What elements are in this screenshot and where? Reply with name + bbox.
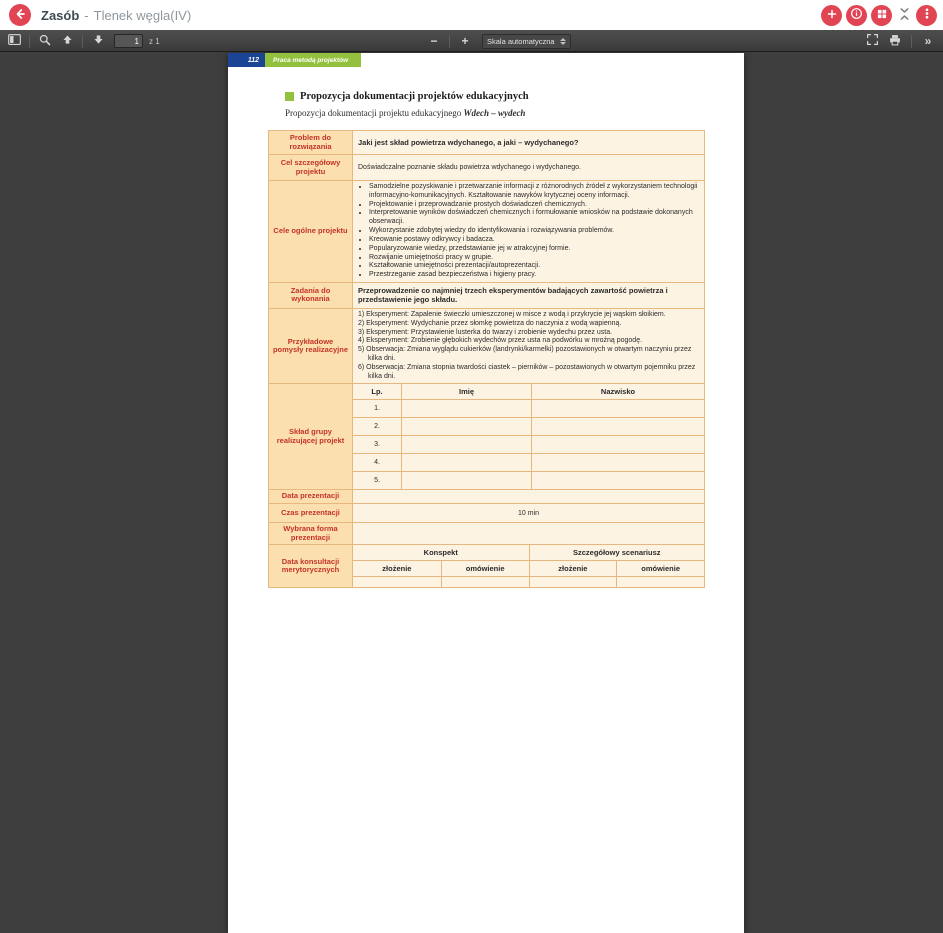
- consultations-subcol-discussion-1: omówienie: [441, 560, 529, 576]
- heading-square-icon: [285, 92, 294, 101]
- list-item: 3) Eksperyment: Przystawienie lusterka do twarzy i zrobienie wydechu przez usta.: [358, 328, 613, 336]
- list-item: • Popularyzowanie wiedzy, przedstawianie jej w atrakcyjnej formie.: [369, 245, 699, 254]
- table-row-presentation-time: [269, 504, 705, 523]
- toolbar-separator: [29, 35, 30, 48]
- team-row-lastname-cell: [531, 399, 704, 417]
- kebab-icon: [921, 7, 933, 23]
- plus-button[interactable]: [821, 5, 842, 26]
- team-row-number: 5.: [353, 471, 401, 489]
- toolbar-separator: [82, 35, 83, 48]
- team-row-number: 3.: [353, 435, 401, 453]
- info-icon: [850, 7, 863, 23]
- table-row-problem: [269, 131, 705, 155]
- scale-select[interactable]: [482, 34, 571, 49]
- document-heading: [285, 91, 529, 102]
- printer-icon: [888, 33, 902, 50]
- row-label-goal: Cel szczegółowy projektu: [269, 155, 353, 181]
- project-documentation-table: [268, 130, 705, 588]
- team-row-number: 1.: [353, 399, 401, 417]
- sidebar-toggle-button[interactable]: [4, 32, 24, 50]
- team-col-lp: Lp.: [371, 387, 383, 397]
- collapse-icon: [898, 7, 911, 24]
- select-arrows-icon: [560, 38, 566, 45]
- team-row-lastname-cell: [531, 471, 704, 489]
- list-item: • Kreowanie postawy odkrywcy i badacza.: [369, 236, 699, 245]
- info-button[interactable]: [846, 5, 867, 26]
- consultations-empty-cell: [529, 576, 617, 587]
- team-row-lastname-cell: [531, 417, 704, 435]
- resource-breadcrumb: [41, 0, 191, 30]
- pdf-page: [228, 53, 744, 933]
- list-item: 1) Eksperyment: Zapalenie świeczki umieszczonej w misce z wodą i przykrycie jej wąskim słoikiem.: [358, 310, 666, 318]
- list-item: • Rozwijanie umiejętności pracy w grupie.: [369, 254, 699, 263]
- row-label-presentation-date: Data prezentacji: [269, 490, 353, 504]
- list-item: 6) Obserwacja: Zmiana stopnia twardości ciastek – pierników – pozostawionych w otwartym pojemniku przez kilka dni.: [358, 363, 696, 380]
- toolbar-separator: [449, 35, 450, 48]
- row-label-consultations: Data konsultacji merytorycznych: [269, 545, 353, 588]
- row-label-team: Skład grupy realizującej projekt: [269, 384, 353, 490]
- team-row-lastname-cell: [531, 453, 704, 471]
- collapse-header-button[interactable]: [896, 5, 912, 26]
- team-row-firstname-cell: [401, 417, 531, 435]
- row-value-problem: Jaki jest skład powietrza wdychanego, a jaki – wydychanego?: [353, 131, 705, 155]
- consultations-subcol-submission-2: złożenie: [529, 560, 617, 576]
- table-row-goal: [269, 155, 705, 181]
- team-row-firstname-cell: [401, 453, 531, 471]
- row-value-tasks: Przeprowadzenie co najmniej trzech eksperymentów badających zawartość powietrza i przedstawienie jego składu.: [353, 282, 705, 308]
- row-value-team: [353, 384, 705, 490]
- row-value-general-goals: [353, 181, 705, 283]
- consultations-empty-cell: [441, 576, 529, 587]
- list-item: • Samodzielne pozyskiwanie i przetwarzanie informacji z różnorodnych źródeł z wykorzystaniem technologii informacyjno-komunikacyjnych. Kształtowanie nawyków krytycznej oceny informacji.: [369, 183, 699, 201]
- team-row-firstname-cell: [401, 471, 531, 489]
- general-goals-list: [358, 183, 699, 280]
- page-number-input[interactable]: [114, 34, 143, 48]
- team-row-lastname-cell: [531, 435, 704, 453]
- consultations-col-scenario: Szczegółowy scenariusz: [529, 545, 705, 560]
- row-value-presentation-date: [353, 490, 705, 504]
- row-value-consultations: [353, 545, 705, 588]
- row-label-presentation-form: Wybrana forma prezentacji: [269, 523, 353, 545]
- row-label-presentation-time: Czas prezentacji: [269, 504, 353, 523]
- list-item: • Projektowanie i przeprowadzanie prostych doświadczeń chemicznych.: [369, 201, 699, 210]
- minus-icon: −: [430, 34, 438, 48]
- row-label-problem: Problem do rozwiązania: [269, 131, 353, 155]
- fullscreen-icon: [866, 33, 879, 49]
- team-col-lastname: Nazwisko: [531, 384, 704, 399]
- team-col-firstname: Imię: [401, 384, 531, 399]
- grid-button[interactable]: [871, 5, 892, 26]
- next-page-button[interactable]: [88, 32, 108, 50]
- app-header: [0, 0, 943, 30]
- previous-page-button[interactable]: [57, 32, 77, 50]
- back-arrow-icon: [14, 8, 26, 23]
- page-number-tab: 112: [228, 53, 265, 67]
- resource-name: Tlenek węgla(IV): [93, 7, 192, 23]
- row-label-ideas: Przykładowe pomysły realizacyjne: [269, 308, 353, 384]
- arrow-up-icon: [61, 33, 74, 49]
- toolbar-zoom-group: [424, 30, 571, 52]
- list-item: • Przestrzeganie zasad bezpieczeństwa i higieny pracy.: [369, 271, 699, 280]
- more-tools-button[interactable]: [918, 32, 938, 50]
- sidebar-icon: [7, 32, 22, 50]
- team-row-number: 4.: [353, 453, 401, 471]
- resource-type-label: Zasób: [41, 7, 80, 23]
- plus-zoom-icon: +: [461, 34, 469, 48]
- presentation-mode-button[interactable]: [862, 32, 882, 50]
- page-header-tabs: [228, 53, 361, 67]
- consultations-subcol-submission-1: złożenie: [353, 560, 441, 576]
- list-item: • Wykorzystanie zdobytej wiedzy do identyfikowania i rozwiązywania problemów.: [369, 227, 699, 236]
- grid-icon: [876, 8, 888, 23]
- table-row-general-goals: [269, 181, 705, 283]
- team-row-number: 2.: [353, 417, 401, 435]
- consultations-table: [353, 545, 704, 587]
- page-count-label: z 1: [149, 36, 160, 46]
- consultations-col-outline: Konspekt: [423, 548, 458, 558]
- list-item: • Interpretowanie wyników doświadczeń chemicznych i formułowanie wniosków na podstawie dokonanych obserwacji.: [369, 209, 699, 227]
- consultations-empty-cell: [353, 576, 441, 587]
- consultations-subcol-discussion-2: omówienie: [616, 560, 704, 576]
- toolbar-left-group: [4, 30, 160, 52]
- plus-icon: [826, 8, 838, 23]
- subheading-prefix: Propozycja dokumentacji projektu edukacyjnego: [285, 108, 464, 118]
- ideas-list: [358, 311, 699, 382]
- table-row-presentation-date: [269, 490, 705, 504]
- heading-text: Propozycja dokumentacji projektów edukacyjnych: [300, 91, 529, 102]
- header-actions: [821, 4, 937, 26]
- subheading-project-title: Wdech – wydech: [463, 108, 526, 118]
- scale-select-value: Skala automatyczna: [487, 36, 555, 46]
- consultations-empty-cell: [616, 576, 704, 587]
- row-label-general-goals: Cele ogólne projektu: [269, 181, 353, 283]
- chapter-tab: Praca metodą projektów: [265, 53, 361, 67]
- chevrons-right-icon: »: [924, 34, 932, 48]
- table-row-team: [269, 384, 705, 490]
- list-item: • Kształtowanie umiejętności prezentacji/autoprezentacji.: [369, 262, 699, 271]
- zoom-in-button[interactable]: [455, 32, 475, 50]
- row-value-presentation-time: 10 min: [353, 504, 705, 523]
- print-button[interactable]: [885, 32, 905, 50]
- list-item: 5) Obserwacja: Zmiana wyglądu cukierków (landrynki/karmelki) pozostawionych w otwartym naczyniu przez kilka dni.: [358, 346, 692, 362]
- back-button[interactable]: [9, 4, 31, 26]
- pdf-toolbar: [0, 30, 943, 52]
- zoom-out-button[interactable]: [424, 32, 444, 50]
- toolbar-right-group: [862, 30, 938, 52]
- list-item: 4) Eksperyment: Zrobienie głębokich wydechów przez usta na podwórku w mroźną pogodę.: [358, 337, 643, 345]
- table-row-presentation-form: [269, 523, 705, 545]
- title-separator: -: [84, 7, 89, 23]
- list-item: 2) Eksperyment: Wydychanie przez słomkę powietrza do naczynia z wodą wapienną.: [358, 319, 622, 327]
- menu-button[interactable]: [916, 5, 937, 26]
- table-row-ideas: [269, 308, 705, 384]
- team-row-firstname-cell: [401, 399, 531, 417]
- row-value-ideas: [353, 308, 705, 384]
- search-button[interactable]: [35, 32, 55, 50]
- search-icon: [38, 33, 52, 50]
- table-row-consultations: [269, 545, 705, 588]
- table-row-tasks: [269, 282, 705, 308]
- team-row-firstname-cell: [401, 435, 531, 453]
- toolbar-separator: [911, 35, 912, 48]
- team-table: [353, 384, 704, 489]
- pdf-viewer-area[interactable]: [0, 52, 943, 575]
- row-value-goal: Doświadczalne poznanie składu powietrza wdychanego i wydychanego.: [353, 155, 705, 181]
- row-value-presentation-form: [353, 523, 705, 545]
- row-label-tasks: Zadania do wykonania: [269, 282, 353, 308]
- document-subheading: [285, 108, 525, 118]
- arrow-down-icon: [92, 33, 105, 49]
